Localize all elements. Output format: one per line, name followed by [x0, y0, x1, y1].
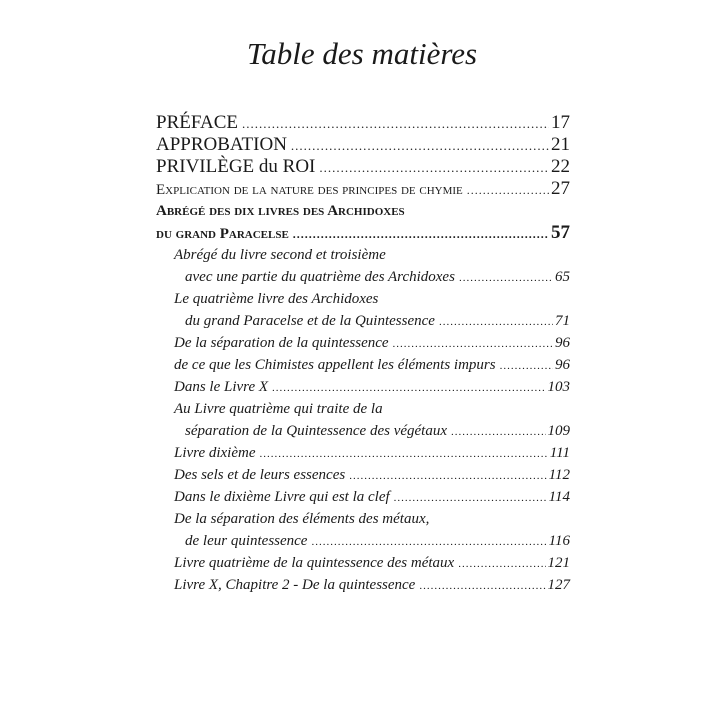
toc-entry-label: Abrégé des dix livres des Archidoxes — [156, 203, 405, 219]
toc-entry-page: 109 — [547, 423, 570, 439]
toc-subentry[interactable] — [174, 486, 570, 508]
dot-leader — [394, 487, 547, 509]
toc-subentry[interactable] — [174, 354, 570, 376]
dot-leader — [459, 267, 553, 289]
dot-leader — [242, 113, 549, 135]
dot-leader — [393, 333, 553, 355]
toc-subentry[interactable] — [174, 508, 570, 530]
dot-leader — [439, 311, 553, 333]
toc-entry-label: Abrégé du livre second et troisième — [174, 247, 386, 263]
toc-subentry[interactable] — [174, 464, 570, 486]
toc-entry-label: de ce que les Chimistes appellent les éléments impurs — [174, 357, 496, 373]
toc-subentry[interactable] — [174, 552, 570, 574]
toc-entry-page: 103 — [547, 379, 570, 395]
dot-leader — [419, 575, 545, 597]
toc-entry-label: APPROBATION — [156, 134, 287, 155]
dot-leader — [311, 531, 546, 553]
toc-entry-page: 27 — [551, 178, 570, 199]
toc-entry-abrege[interactable] — [156, 222, 570, 244]
toc-entry-page: 112 — [548, 467, 570, 483]
dot-leader — [349, 465, 546, 487]
toc-entry-page: 21 — [551, 134, 570, 155]
toc-subentry[interactable] — [174, 442, 570, 464]
table-of-contents — [156, 112, 570, 596]
dot-leader — [260, 443, 548, 465]
toc-entry-page: 65 — [555, 269, 570, 285]
toc-entry-page: 57 — [551, 222, 570, 243]
toc-entry-label: Livre X, Chapitre 2 - De la quintessence — [174, 577, 416, 593]
toc-entry-label: Au Livre quatrième qui traite de la — [174, 401, 383, 417]
dot-leader — [500, 355, 553, 377]
toc-entry-label: De la séparation de la quintessence — [174, 335, 389, 351]
toc-entry-label: PRIVILÈGE du ROI — [156, 156, 316, 177]
dot-leader — [291, 135, 549, 157]
toc-entry-page: 17 — [551, 112, 570, 133]
toc-entry-preface[interactable] — [156, 112, 570, 134]
toc-entry-label: du grand Paracelse — [156, 226, 289, 242]
toc-entry-label: Dans le dixième Livre qui est la clef — [174, 489, 390, 505]
dot-leader — [458, 553, 545, 575]
toc-entry-label: Des sels et de leurs essences — [174, 467, 346, 483]
toc-subentry[interactable] — [174, 288, 570, 310]
page-title: Table des matières — [246, 36, 478, 71]
toc-entry-label: séparation de la Quintessence des végétaux — [185, 423, 448, 439]
toc-entry-label: Dans le Livre X — [174, 379, 269, 395]
toc-entry-label: Livre quatrième de la quintessence des métaux — [174, 555, 455, 571]
toc-entry-page: 96 — [555, 335, 570, 351]
toc-entry-approbation[interactable] — [156, 134, 570, 156]
toc-entry-page: 127 — [547, 577, 570, 593]
toc-entry-page: 96 — [555, 357, 570, 373]
toc-subentry[interactable] — [174, 530, 570, 552]
toc-subentry[interactable] — [174, 244, 570, 266]
toc-entry-label: PRÉFACE — [156, 112, 239, 133]
toc-subentry[interactable] — [174, 376, 570, 398]
toc-entry-page: 116 — [548, 533, 570, 549]
toc-entry-label: avec une partie du quatrième des Archidoxes — [185, 269, 455, 285]
toc-entry-label: du grand Paracelse et de la Quintessence — [185, 313, 435, 329]
toc-entry-label: de leur quintessence — [185, 533, 308, 549]
dot-leader — [451, 421, 545, 443]
toc-entry-explication[interactable] — [156, 178, 570, 200]
dot-leader — [467, 179, 549, 201]
toc-entry-page: 121 — [547, 555, 570, 571]
toc-subentry[interactable] — [174, 310, 570, 332]
dot-leader — [272, 377, 545, 399]
toc-entry-page: 71 — [555, 313, 570, 329]
dot-leader — [293, 223, 549, 245]
toc-entry-page: 22 — [551, 156, 570, 177]
toc-subentry[interactable] — [174, 266, 570, 288]
toc-entry-label: Le quatrième livre des Archidoxes — [174, 291, 379, 307]
toc-subentry[interactable] — [174, 574, 570, 596]
toc-entry-label: Explication de la nature des principes de chymie — [156, 182, 463, 198]
toc-entry-page: 114 — [548, 489, 570, 505]
toc-entry-label: De la séparation des éléments des métaux, — [174, 511, 430, 527]
toc-entry-abrege-heading[interactable] — [156, 200, 570, 222]
toc-subentry[interactable] — [174, 332, 570, 354]
dot-leader — [319, 157, 549, 179]
toc-entry-page: 111 — [549, 445, 570, 461]
toc-subentry[interactable] — [174, 398, 570, 420]
toc-entry-label: Livre dixième — [174, 445, 256, 461]
toc-entry-privilege[interactable] — [156, 156, 570, 178]
toc-subentry[interactable] — [174, 420, 570, 442]
